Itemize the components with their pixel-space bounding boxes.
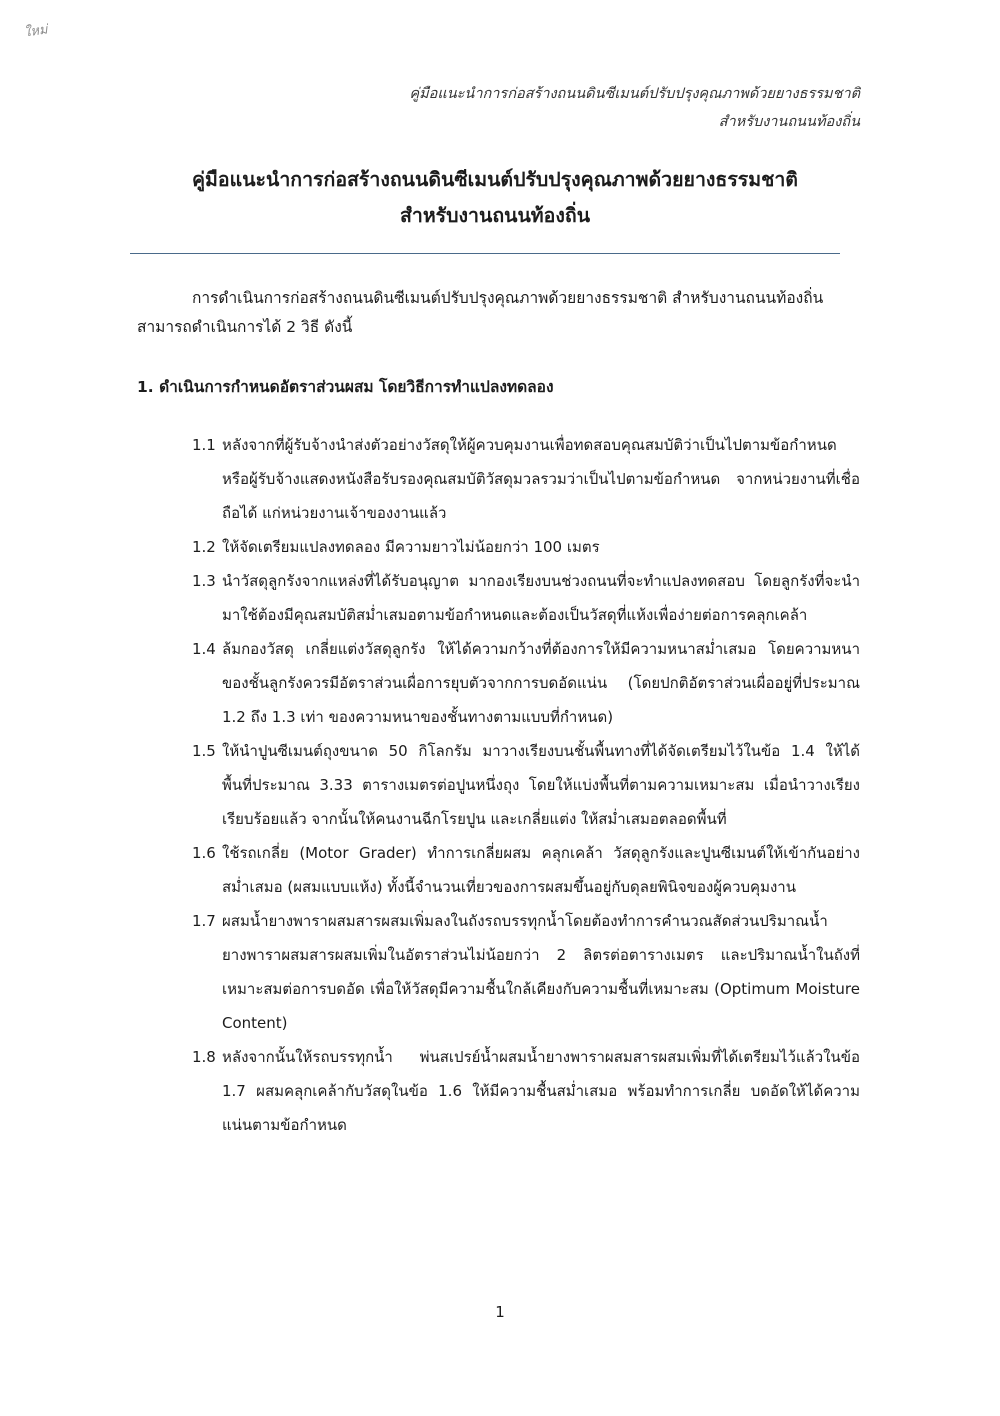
list-item-number: 1.2 bbox=[192, 538, 216, 556]
list-item-text: ใช้รถเกลี่ย (Motor Grader) ทำการเกลี่ยผสม คลุกเคล้า วัสดุลูกรังและปูนซีเมนต์ให้เข้ากันอย่างสม่ำเสมอ (ผสมแบบแห้ง) ทั้งนี้จำนวนเที่ยวของการผสมขึ้นอยู่กับดุลยพินิจของผู้ควบคุมงาน bbox=[222, 844, 860, 896]
intro-line1: การดำเนินการก่อสร้างถนนดินซีเมนต์ปรับปรุงคุณภาพด้วยยางธรรมชาติ สำหรับงานถนนท้องถิ่น bbox=[192, 289, 824, 307]
running-header-line2: สำหรับงานถนนท้องถิ่น bbox=[718, 114, 860, 130]
running-header bbox=[300, 80, 860, 136]
list-item bbox=[192, 530, 860, 564]
document-title bbox=[130, 162, 860, 234]
list-item bbox=[192, 564, 860, 632]
list-item-number: 1.4 bbox=[192, 640, 216, 658]
list-item bbox=[192, 428, 860, 530]
list-item bbox=[192, 904, 860, 1040]
list-item-text: ล้มกองวัสดุ เกลี่ยแต่งวัสดุลูกรัง ให้ได้ความกว้างที่ต้องการให้มีความหนาสม่ำเสมอ โดยความหนาของชั้นลูกรังควรมีอัตราส่วนเผื่อการยุบตัวจากการบดอัดแน่น (โดยปกติอัตราส่วนเผื่ออยู่ที่ประมาณ 1.2 ถึง 1.3 เท่า ของความหนาของชั้นทางตามแบบที่กำหนด) bbox=[222, 640, 860, 726]
list-item-text: หลังจากนั้นให้รถบรรทุกน้ำ พ่นสเปรย์น้ำผสมน้ำยางพาราผสมสารผสมเพิ่มที่ได้เตรียมไว้แล้วในข้อ 1.7 ผสมคลุกเคล้ากับวัสดุในข้อ 1.6 ให้มีความชื้นสม่ำเสมอ พร้อมทำการเกลี่ย บดอัดให้ได้ความแน่นตามข้อกำหนด bbox=[222, 1048, 860, 1134]
list-item-text: ให้จัดเตรียมแปลงทดลอง มีความยาวไม่น้อยกว่า 100 เมตร bbox=[222, 538, 600, 556]
list-item-number: 1.1 bbox=[192, 436, 216, 454]
list-item-number: 1.7 bbox=[192, 912, 216, 930]
list-item bbox=[192, 1040, 860, 1142]
intro-paragraph bbox=[137, 284, 857, 342]
section-heading: 1. ดำเนินการกำหนดอัตราส่วนผสม โดยวิธีการทำแปลงทดลอง bbox=[137, 378, 554, 396]
list-item bbox=[192, 734, 860, 836]
list-item-number: 1.8 bbox=[192, 1048, 216, 1066]
list-item-text: ให้นำปูนซีเมนต์ถุงขนาด 50 กิโลกรัม มาวางเรียงบนชั้นพื้นทางที่ได้จัดเตรียมไว้ในข้อ 1.4 ให้ได้พื้นที่ประมาณ 3.33 ตารางเมตรต่อปูนหนึ่งถุง โดยให้แบ่งพื้นที่ตามความเหมาะสม เมื่อนำวางเรียงเรียบร้อยแล้ว จากนั้นให้คนงานฉีกโรยปูน และเกลี่ยแต่ง ให้สม่ำเสมอตลอดพื้นที่ bbox=[222, 742, 860, 828]
procedure-list bbox=[192, 428, 860, 1142]
list-item bbox=[192, 836, 860, 904]
list-item-text: นำวัสดุลูกรังจากแหล่งที่ได้รับอนุญาต มากองเรียงบนช่วงถนนที่จะทำแปลงทดสอบ โดยลูกรังที่จะนำมาใช้ต้องมีคุณสมบัติสม่ำเสมอตามข้อกำหนดและต้องเป็นวัสดุที่แห้งเพื่อง่ายต่อการคลุกเคล้า bbox=[222, 572, 860, 624]
running-header-line1: คู่มือแนะนำการก่อสร้างถนนดินซีเมนต์ปรับปรุงคุณภาพด้วยยางธรรมชาติ bbox=[409, 86, 860, 102]
document-title-line1: คู่มือแนะนำการก่อสร้างถนนดินซีเมนต์ปรับปรุงคุณภาพด้วยยางธรรมชาติ bbox=[192, 168, 798, 191]
list-item-text: ผสมน้ำยางพาราผสมสารผสมเพิ่มลงในถังรถบรรทุกน้ำโดยต้องทำการคำนวณสัดส่วนปริมาณน้ำยางพาราผสมสารผสมเพิ่มในอัตราส่วนไม่น้อยกว่า 2 ลิตรต่อตารางเมตร และปริมาณน้ำในถังที่เหมาะสมต่อการบดอัด เพื่อให้วัสดุมีความชื้นใกล้เคียงกับความชื้นที่เหมาะสม (Optimum Moisture Content) bbox=[222, 912, 860, 1032]
document-title-line2: สำหรับงานถนนท้องถิ่น bbox=[399, 204, 591, 227]
list-item bbox=[192, 632, 860, 734]
intro-line2: สามารถดำเนินการได้ 2 วิธี ดังนี้ bbox=[137, 318, 353, 336]
page-number: 1 bbox=[495, 1303, 505, 1321]
list-item-text: หลังจากที่ผู้รับจ้างนำส่งตัวอย่างวัสดุให้ผู้ควบคุมงานเพื่อทดสอบคุณสมบัติว่าเป็นไปตามข้อกำหนด หรือผู้รับจ้างแสดงหนังสือรับรองคุณสมบัติวัสดุมวลรวมว่าเป็นไปตามข้อกำหนด จากหน่วยงานที่เชื่อถือได้ แก่หน่วยงานเจ้าของงานแล้ว bbox=[222, 436, 860, 522]
title-divider bbox=[130, 253, 840, 254]
handwritten-note: ใหม่ bbox=[23, 22, 49, 41]
list-item-number: 1.6 bbox=[192, 844, 216, 862]
list-item-number: 1.5 bbox=[192, 742, 216, 760]
list-item-number: 1.3 bbox=[192, 572, 216, 590]
